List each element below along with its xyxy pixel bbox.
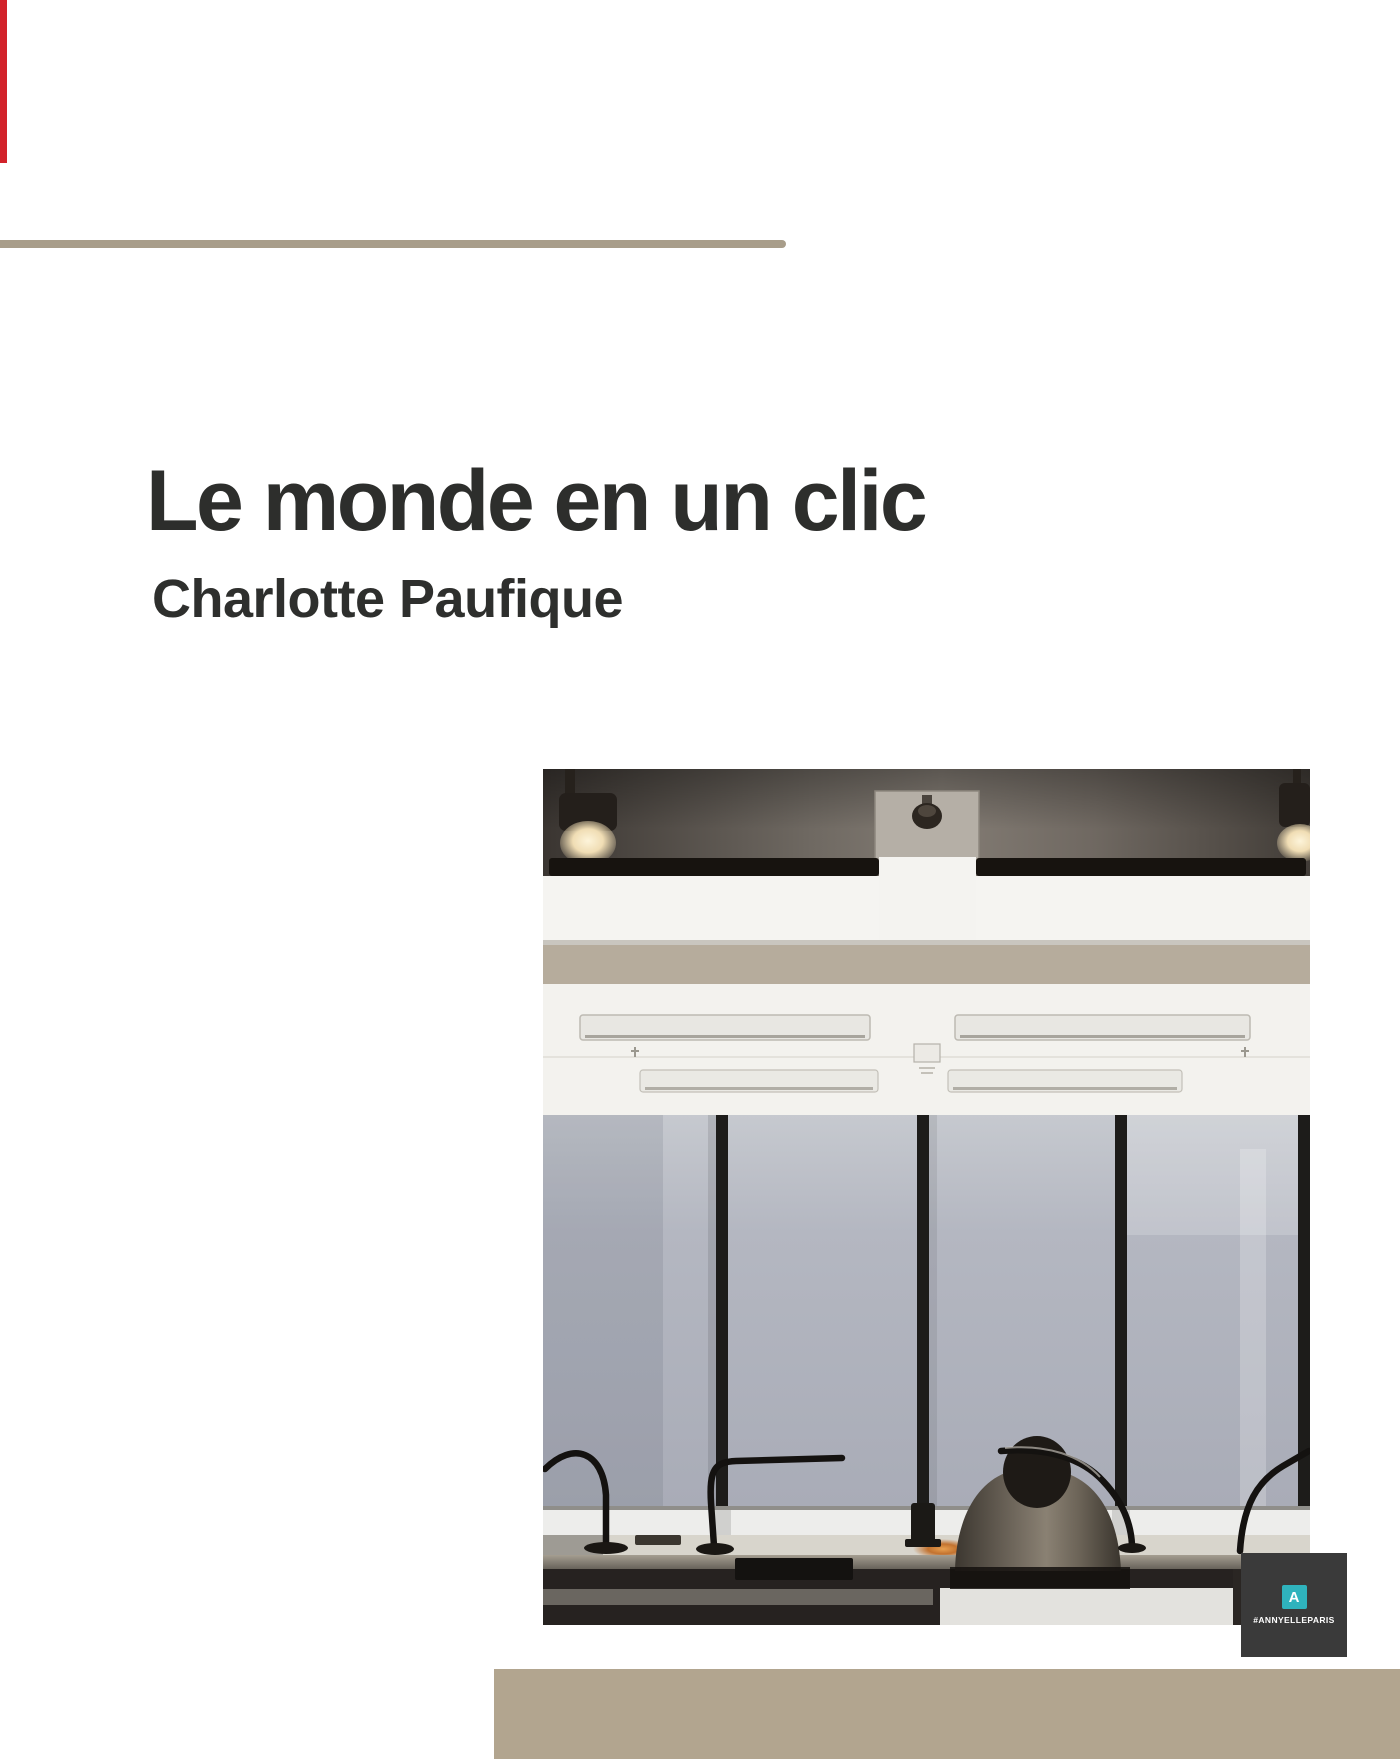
tan-divider-line <box>0 240 786 248</box>
ceiling-vent-left <box>549 858 879 876</box>
brand-badge <box>1241 1553 1347 1657</box>
wall-with-fixtures <box>543 984 1310 1115</box>
linear-vent <box>640 1070 878 1092</box>
frosted-windows <box>543 1115 1310 1506</box>
lamp-base <box>584 1542 628 1554</box>
author-subtitle: Charlotte Paufique <box>152 569 624 629</box>
lamp-base <box>696 1543 734 1555</box>
beam-shadow-line <box>543 940 1310 945</box>
desk-front <box>543 1569 1310 1625</box>
linear-vent <box>580 1015 870 1040</box>
library-photo-illustration <box>543 769 1310 1625</box>
window-mullion <box>917 1115 929 1506</box>
page-title: Le monde en un clic <box>146 453 926 549</box>
red-accent-bar <box>0 0 7 163</box>
greige-band <box>543 945 1310 984</box>
lamp-base <box>1118 1543 1146 1553</box>
window-mullion <box>1115 1115 1127 1506</box>
book-on-desk <box>635 1535 681 1545</box>
brand-logo-icon <box>1282 1585 1307 1609</box>
linear-vent <box>948 1070 1182 1092</box>
brand-logo-letter: A <box>1288 1588 1300 1606</box>
brand-hashtag: #ANNYELLEPARIS <box>1253 1615 1335 1625</box>
linear-vent <box>955 1015 1250 1040</box>
tan-footer-block <box>494 1669 1400 1759</box>
window-mullion <box>716 1115 728 1506</box>
window-mullion <box>1298 1115 1310 1506</box>
dark-chair <box>735 1558 853 1580</box>
ceiling-vent-right <box>976 858 1306 876</box>
library-photo <box>543 769 1310 1625</box>
